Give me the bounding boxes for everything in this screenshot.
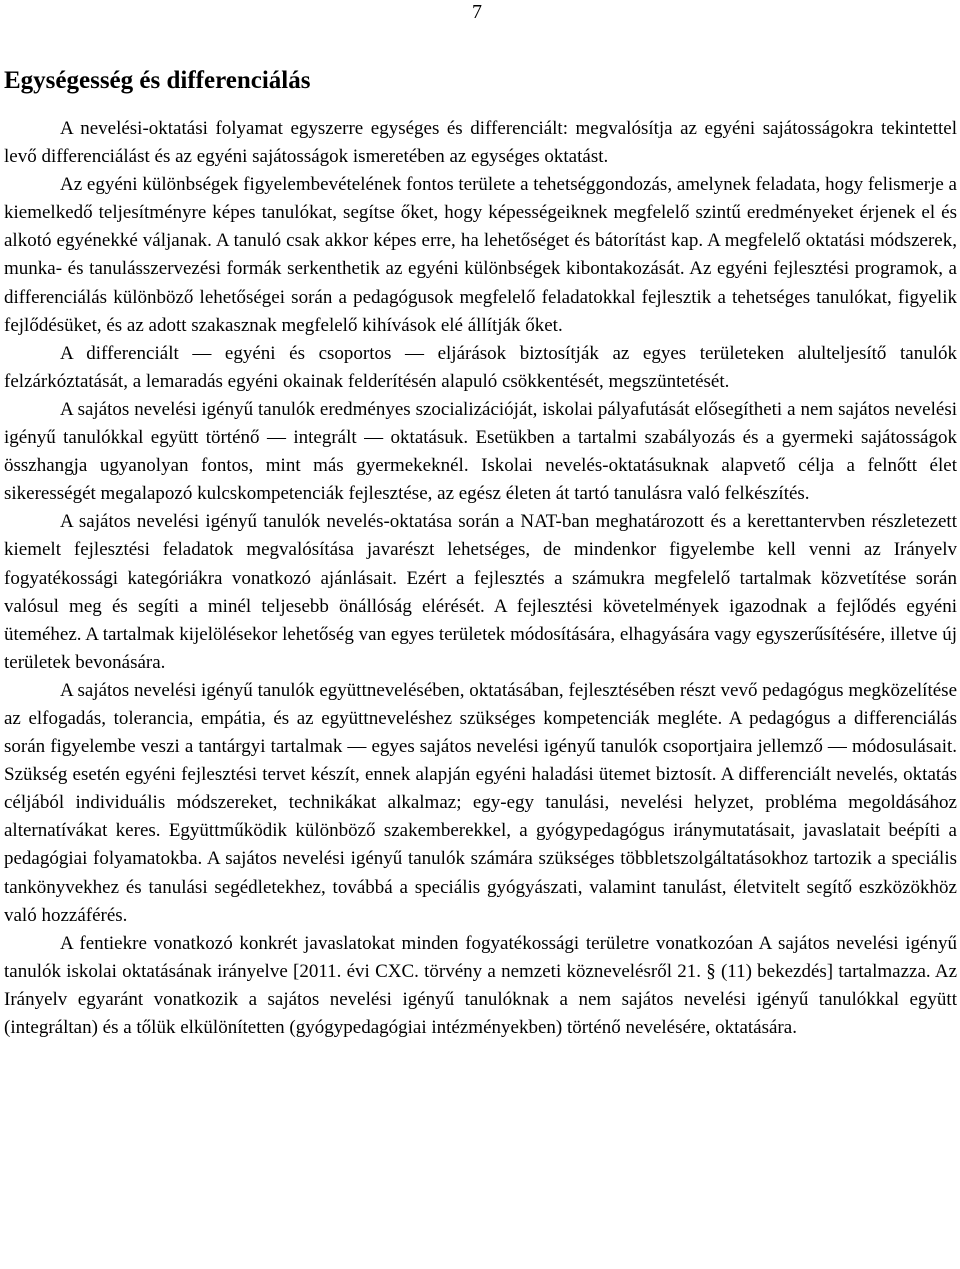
body-text (4, 115, 957, 1042)
paragraph: A sajátos nevelési igényű tanulók együttnevelésében, oktatásában, fejlesztésében részt vevő pedagógus megközelítése az elfogadás, tolerancia, empátia, és az együttneveléshez szükséges kompetenciák megléte. A pedagógus a differenciálás során figyelembe veszi a tantárgyi tartalmak — egyes sajátos nevelési igényű tanulók csoportjaira jellemző — módosulásait. Szükség esetén egyéni fejlesztési tervet készít, ennek alapján egyéni haladási ütemet biztosít. A differenciált nevelés, oktatás céljából individuális módszereket, technikákat alkalmaz; egy-egy tanulási, nevelési helyzet, probléma megoldásához alternatívákat keres. Együttműködik különböző szakemberekkel, a gyógypedagógus iránymutatásait, javaslatait beépíti a pedagógiai folyamatokba. A sajátos nevelési igényű tanulók számára szükséges többletszolgáltatásokhoz tartozik a speciális tankönyvekhez és tanulási segédletekhez, továbbá a speciális gyógyászati, valamint tanulást, életvitelt segítő eszközökhöz való hozzáférés. (4, 679, 957, 926)
section-heading: Egységesség és differenciálás (4, 67, 311, 94)
paragraph: A sajátos nevelési igényű tanulók nevelés-oktatása során a NAT-ban meghatározott és a kerettantervben részletezett kiemelt fejlesztési feladatok megvalósítása javarészt lehetséges, de mindenkor figyelembe kell venni az Irányelv fogyatékossági kategóriákra vonatkozó ajánlásait. Ezért a fejlesztés a számukra megfelelő tartalmak közvetítése során valósul meg és segíti a minél teljesebb önállóság elérését. A fejlesztési követelmények igazodnak a fejlődés egyéni üteméhez. A tartalmak kijelölésekor lehetőség van egyes területek módosítására, elhagyására vagy egyszerűsítésére, illetve új területek bevonására. (4, 511, 957, 673)
page-number: 7 (472, 1, 482, 23)
paragraph: A differenciált — egyéni és csoportos — eljárások biztosítják az egyes területeken alulteljesítő tanulók felzárkóztatását, a lemaradás egyéni okainak felderítésén alapuló csökkentését, megszüntetését. (4, 342, 957, 392)
paragraph: A nevelési-oktatási folyamat egyszerre egységes és differenciált: megvalósítja az egyéni sajátosságokra tekintettel levő differenciálást és az egyéni sajátosságok ismeretében az egységes oktatást. (4, 118, 957, 168)
paragraph: A fentiekre vonatkozó konkrét javaslatokat minden fogyatékossági területre vonatkozóan A sajátos nevelési igényű tanulók iskolai oktatásának irányelve [2011. évi CXC. törvény a nemzeti köznevelésről 21. § (11) bekezdés] tartalmazza. Az Irányelv egyaránt vonatkozik a sajátos nevelési igényű tanulóknak a nem sajátos nevelési igényű tanulókkal együtt (integráltan) és a tőlük elkülönítetten (gyógypedagógiai intézményekben) történő nevelésére, oktatására. (4, 932, 957, 1038)
paragraph: A sajátos nevelési igényű tanulók eredményes szocializációját, iskolai pályafutását elősegítheti a nem sajátos nevelési igényű tanulókkal együtt történő — integrált — oktatásuk. Esetükben a tartalmi szabályozás és a gyermeki sajátosságok összhangja ugyanolyan fontos, mint más gyermekeknél. Iskolai nevelés-oktatásuknak alapvető célja a felnőtt élet sikerességét megalapozó kulcskompetenciák fejlesztése, az egész életen át tartó tanulásra való felkészítés. (4, 398, 957, 505)
paragraph: Az egyéni különbségek figyelembevételének fontos területe a tehetséggondozás, amelynek feladata, hogy felismerje a kiemelkedő teljesítményre képes tanulókat, segítse őket, hogy képességeiknek megfelelő szintű eredményeket érjenek el és alkotó egyénekké váljanak. A tanuló csak akkor képes erre, ha lehetőséget és bátorítást kap. A megfelelő oktatási módszerek, munka- és tanulásszervezési formák serkenthetik az egyéni különbségek kibontakozását. Az egyéni fejlesztési programok, a differenciálás különböző lehetőségei során a pedagógusok megfelelő feladatokkal fejlesztik a tehetséges tanulókat, figyelik fejlődésüket, és az adott szakasznak megfelelő kihívások elé állítják őket. (4, 174, 957, 336)
